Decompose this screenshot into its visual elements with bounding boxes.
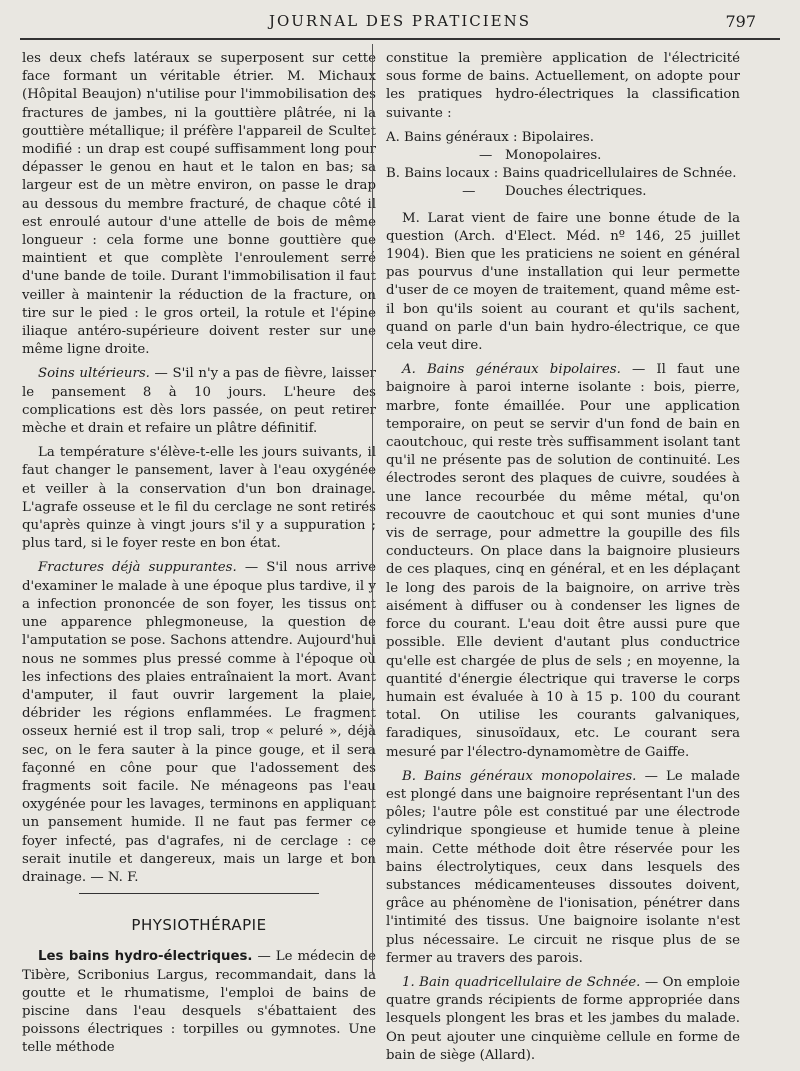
section-rule [79,893,319,894]
paragraph-text: — Le malade est plongé dans une baignoire représentant l'un des pôles; l'autre pôle est constitué par une électrode cylindrique spongieuse et humide tenue à pleine main. Cette méthode doit être réservée pour les bains électrolytiques, ceux dans lesquels des substances médicamenteuses dissoutes doivent, grâce au phénomène de l'ionisation, pénétrer dans l'intimité des tissus. Une baignoire isolante n'est plus nécessaire. Le circuit ne risque plus de se fermer au travers des parois. [386,768,740,966]
run-in-heading: A. Bains généraux bipolaires. [402,362,621,378]
paragraph-text: — S'il n'y a pas de fièvre, laisser le pansement 8 à 10 jours. L'heure des complications est dès lors passée, on peut retirer mèche et drain et refaire un plâtre définitif. [22,366,376,437]
run-in-heading: Soins ultérieurs. [38,366,150,382]
run-in-heading: B. Bains généraux monopolaires. [402,768,637,784]
header-rule [20,38,780,40]
section-heading: PHYSIOTHÉRAPIE [131,916,267,935]
paragraph-text: — On emploie quatre grands récipients de forme appropriée dans lesquels plongent les bras et les jambes du malade. On peut ajouter une cinquième cellule en forme de bain de siège (Allard). [386,974,741,1063]
classification-line: — Monopolaires. [386,148,602,164]
right-column [386,50,740,1071]
paragraph-text: — Le médecin de Tibère, Scribonius Largus, recommandait, dans la goutte et le rhumatisme, l'emploi de bains de piscine dans l'eau desquels s'ébattaient des poissons électriques : torpilles ou gymnotes. Une telle méthode [22,949,377,1056]
paragraph-text: — S'il nous arrive d'examiner le malade à une époque plus tardive, il y a infection prononcée de son foyer, les tissus ont une apparence phlegmoneuse, la question de l'amputation se pose. Sachons attendre. Aujourd'hui nous ne sommes plus pressé comme à l'époque où les infections des plaies entraînaient la mort. Avant d'amputer, il faut ouvrir largement la plaie, débrider les régions enflammées. Le fragment osseux hernié est il trop sali, trop « peluré », déjà sec, on le fera sauter à la pince gouge, et il sera façonné en cône pour que l'adossement des fragments soit facile. Ne ménageons pas l'eau oxygénée pour les lavages, terminons en appliquant un pansement humide. Il ne faut pas fermer ce foyer infecté, pas d'agrafes, ni de cerclage : ce serait inutile et dangereux, mais un large et bon drainage. — N. F. [22,560,376,885]
paragraph [22,559,376,887]
left-column [22,50,376,1064]
paragraph [386,361,740,761]
paragraph-text: — Il faut une baignoire à paroi interne isolante : bois, pierre, marbre, fonte émaillée. Pour une application temporaire, on peut se servir d'un fond de bain en caoutchouc, qui reste très suffisamment isolant tant qu'il ne présente pas de solution de continuité. Les électrodes seront des plaques de cuivre, soudées à une lance recourbée du même métal, qu'on recouvre de caoutchouc et qui sont munies d'une vis de serrage, pour admettre la goupille des fils conducteurs. On place dans la baignoire plusieurs de ces plaques, cinq en général, et en les déplaçant le long des parois de la baignoire, on arrive très aisément à diffuser ou à condenser les lignes de force du courant. L'eau doit être aussi pure que possible. Elle devient d'autant plus conductrice qu'elle est chargée de plus de sels ; en moyenne, la quantité d'énergie électrique qui traverse le corps humain est évaluée à 10 à 15 p. 100 du courant total. On utilise les courants galvaniques, faradiques, sinusoïdaux, etc. Le courant sera mesuré par l'électro-dynamomètre de Gaiffe. [386,362,741,760]
classification-line: B. Bains locaux : Bains quadricellulaires de Schnée. [386,166,737,182]
classification-list [386,129,740,202]
paragraph [22,948,376,1057]
page-header [20,10,780,36]
paragraph: La température s'élève-t-elle les jours suivants, il faut changer le pansement, laver à l'eau oxygénée et veiller à la conservation d'un bon drainage. L'agrafe osseuse et le fil du cerclage ne sont retirés qu'après quinze à vingt jours s'il y a suppuration ; plus tard, si le foyer reste en bon état. [22,445,376,552]
paragraph: M. Larat vient de faire une bonne étude de la question (Arch. d'Elect. Méd. nº 146, 25 juillet 1904). Bien que les praticiens ne soient en général pas pourvus d'une installation qui leur permette d'user de ce moyen de traitement, quand même est-il bon qu'ils soient au courant et qu'ils sachent, quand on parle d'un bain hydro-électrique, ce que cela veut dire. [386,210,740,354]
classification-line: A. Bains généraux : Bipolaires. [386,129,594,145]
journal-title: JOURNAL DES PRATICIENS [268,12,532,30]
run-in-heading: Fractures déjà suppurantes. [38,560,237,576]
column-divider [372,44,373,974]
paragraph: les deux chefs latéraux se superposent sur cette face formant un véritable étrier. M. Michaux (Hôpital Beaujon) n'utilise pour l'immobilisation des fractures de jambes, ni la gouttière plâtrée, ni la gouttière métallique; il préfère l'appareil de Scultet modifié : un drap est coupé suffisamment long pour dépasser le genou en haut et le talon en bas; sa largeur est de un mètre environ, on passe le drap au dessous du membre fracturé, de chaque côté il est enroulé autour d'une attelle de bois de même longueur : cela forme une bonne gouttière que maintient et que complète l'enroulement serré d'une bande de toile. Durant l'immobilisation il faut veiller à maintenir la réduction de la fracture, on tire sur le pied : le gros orteil, la rotule et l'épine iliaque antéro-supérieure doivent rester sur une même ligne droite. [22,51,376,358]
article-title: Les bains hydro-électriques. [38,949,253,965]
paragraph [386,768,740,968]
paragraph [386,974,740,1065]
paragraph [22,365,376,438]
paragraph: constitue la première application de l'électricité sous forme de bains. Actuellement, on adopte pour les pratiques hydro-électriques la classification suivante : [386,51,740,121]
classification-line: — Douches électriques. [386,184,647,200]
page-number: 797 [725,12,756,31]
run-in-heading: 1. Bain quadricellulaire de Schnée. [402,974,641,990]
